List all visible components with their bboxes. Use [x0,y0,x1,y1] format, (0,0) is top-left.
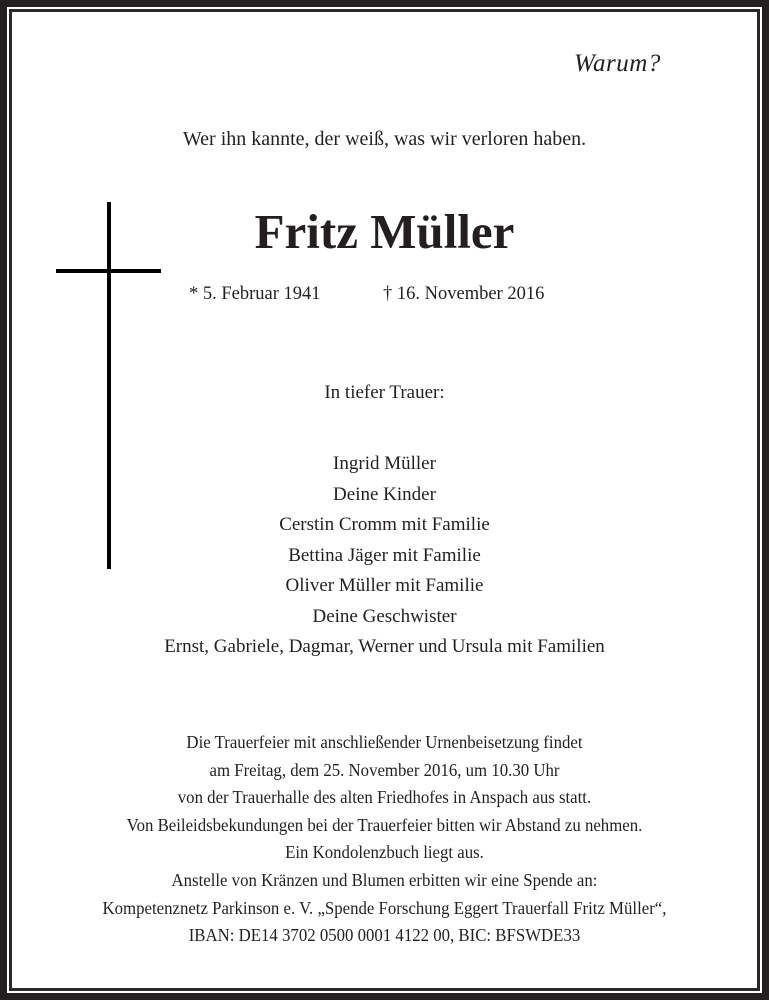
mourner-line: Deine Geschwister [312,605,457,627]
notice-line: Von Beileidsbekundungen bei der Trauerfeier bitten wir Abstand zu nehmen. [126,814,643,835]
mourning-heading: In tiefer Trauer: [324,382,445,403]
mourner-line: Bettina Jäger mit Familie [288,544,481,566]
subtitle-quote: Wer ihn kannte, der weiß, was wir verloren haben. [182,128,587,150]
mourner-line: Cerstin Cromm mit Familie [279,514,490,535]
mourner-line: Ernst, Gabriele, Dagmar, Werner und Ursula mit Familien [164,636,605,657]
notice-line: Anstelle von Kränzen und Blumen erbitten wir eine Spende an: [171,869,598,890]
life-dates [189,284,589,305]
mourner-line: Ingrid Müller [333,453,436,474]
mourner-line: Oliver Müller mit Familie [285,575,484,596]
notice-line: Kompetenznetz Parkinson e. V. „Spende Forschung Eggert Trauerfall Fritz Müller“, [102,897,667,918]
deceased-name: Fritz Müller [254,204,515,259]
mourner-line: Deine Kinder [333,483,436,505]
mourners-list [0,449,769,663]
ceremony-notice [15,729,753,950]
notice-line: von der Trauerhalle des alten Friedhofes in Anspach aus statt. [177,787,592,808]
death-date: † 16. November 2016 [383,284,545,304]
motto: Warum? [574,50,661,77]
cross-horizontal-bar [56,269,161,273]
notice-line: IBAN: DE14 3702 0500 0001 4122 00, BIC: BFSWDE33 [188,925,581,946]
notice-line: Ein Kondolenzbuch liegt aus. [285,842,484,863]
notice-line: am Freitag, dem 25. November 2016, um 10.30 Uhr [209,759,560,780]
birth-date: * 5. Februar 1941 [189,284,321,304]
notice-line: Die Trauerfeier mit anschließender Urnenbeisetzung findet [186,732,583,752]
